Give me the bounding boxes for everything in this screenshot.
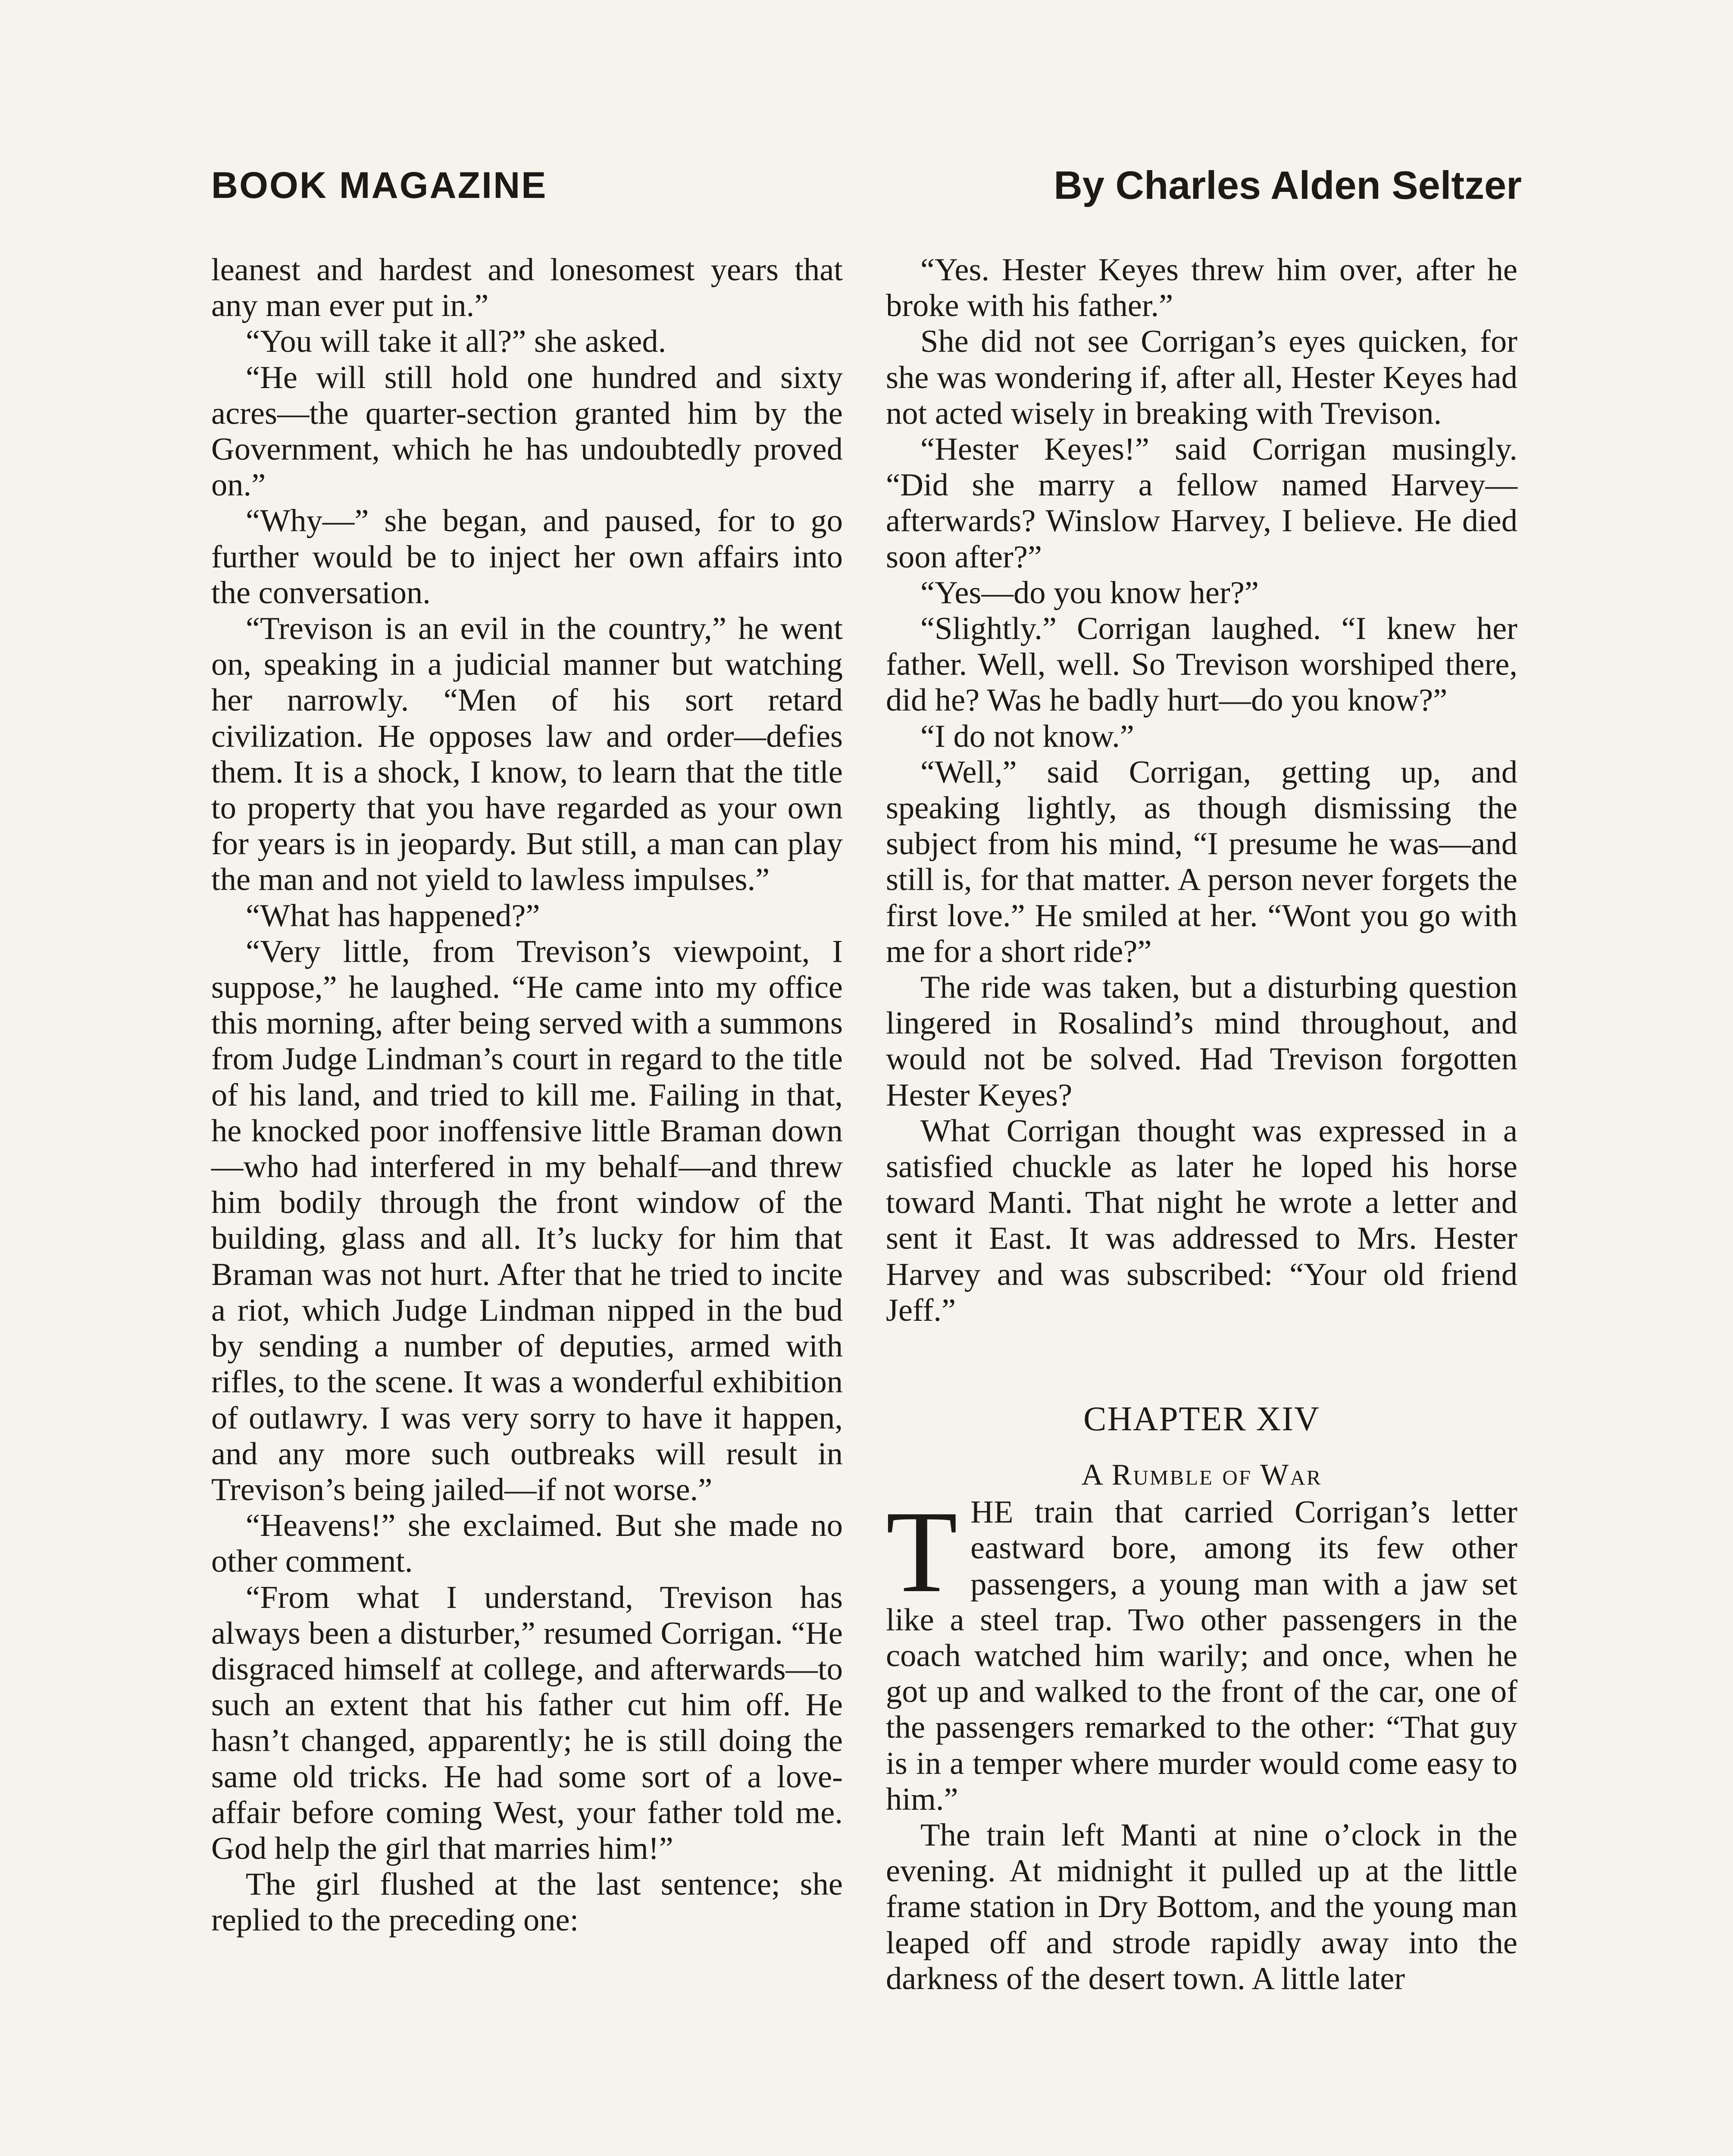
paragraph: “Well,” said Corrigan, getting up, and speaking lightly, as though dismissing the subject from his mind, “I presume he was—and still is, for that matter. A person never forgets the first love.” He smiled at her. “Wont you go with me for a short ride?” xyxy=(886,754,1517,969)
paragraph: She did not see Corrigan’s eyes quicken, for she was wondering if, after all, Hester Keyes had not acted wisely in breaking with Trevison. xyxy=(886,324,1517,431)
paragraph: What Corrigan thought was expressed in a satisfied chuckle as later he loped his horse toward Manti. That night he wrote a letter and sent it East. It was addressed to Mrs. Hester Harvey and was subscribed: “Your old friend Jeff.” xyxy=(886,1113,1517,1328)
paragraph: “Yes—do you know her?” xyxy=(920,575,1259,611)
chapter-opening-paragraph xyxy=(886,1487,1517,1818)
left-text-column xyxy=(211,252,843,1939)
paragraph: “What has happened?” xyxy=(246,898,540,934)
chapter-opening-text: HE train that carried Corrigan’s letter eastward bore, among its few other passengers, a young man with a jaw set like a steel trap. Two other passengers in the coach watched him warily; and once, when he got up and walked to the front of the car, one of the passengers remarked to the other: “That guy is in a temper where murder would come easy to him.” xyxy=(886,1495,1517,1817)
page-header xyxy=(211,160,1522,211)
paragraph: “I do not know.” xyxy=(920,718,1134,754)
paragraph: The girl flushed at the last sentence; she replied to the preceding one: xyxy=(211,1867,843,1938)
paragraph: “You will take it all?” she asked. xyxy=(246,324,666,360)
paragraph: “Why—” she began, and paused, for to go further would be to inject her own affairs into the conversation. xyxy=(211,503,843,611)
drop-cap-letter: T xyxy=(886,1487,958,1617)
paragraph: “He will still hold one hundred and sixty acres—the quarter-section granted him by the Government, which he has undoubtedly proved on.” xyxy=(211,360,843,503)
paragraph: The ride was taken, but a disturbing question lingered in Rosalind’s mind throughout, and would not be solved. Had Trevison forgotten Hester Keyes? xyxy=(886,970,1517,1113)
paragraph: “Heavens!” she exclaimed. But she made no other comment. xyxy=(211,1508,843,1579)
author-byline: By Charles Alden Seltzer xyxy=(1054,163,1522,207)
paragraph: The train left Manti at nine o’clock in the evening. At midnight it pulled up at the little frame station in Dry Bottom, and the young man leaped off and strode rapidly away into the darkness of the desert town. A little later xyxy=(886,1817,1517,1996)
paragraph: “Slightly.” Corrigan laughed. “I knew her father. Well, well. So Trevison worshiped there, did he? Was he badly hurt—do you know?” xyxy=(886,611,1517,718)
paragraph: “Very little, from Trevison’s viewpoint, I suppose,” he laughed. “He came into my office this morning, after being served with a summons from Judge Lindman’s court in regard to the title of his land, and tried to kill me. Failing in that, he knocked poor inoffensive little Braman down—who had interfered in my behalf—and threw him bodily through the front window of the building, glass and all. It’s lucky for him that Braman was not hurt. After that he tried to incite a riot, which Judge Lindman nipped in the bud by sending a number of deputies, armed with rifles, to the scene. It was a wonderful exhibition of outlawry. I was very sorry to have it happen, and any more such outbreaks will result in Trevison’s being jailed—if not worse.” xyxy=(211,934,843,1507)
paragraph: “Yes. Hester Keyes threw him over, after he broke with his father.” xyxy=(886,252,1517,324)
paragraph: “Hester Keyes!” said Corrigan musingly. “Did she marry a fellow named Harvey—afterwards? Winslow Harvey, I believe. He died soon after?” xyxy=(886,432,1517,575)
paragraph: “Trevison is an evil in the country,” he went on, speaking in a judicial manner but watching her narrowly. “Men of his sort retard civilization. He opposes law and order—defies them. It is a shock, I know, to learn that the title to property that you have regarded as your own for years is in jeopardy. But still, a man can play the man and not yield to lawless impulses.” xyxy=(211,611,843,898)
paragraph: “From what I understand, Trevison has always been a disturber,” resumed Corrigan. “He disgraced himself at college, and afterwards—to such an extent that his father cut him off. He hasn’t changed, apparently; he is still doing the same old tricks. He had some sort of a love-affair before coming West, your father told me. God help the girl that marries him!” xyxy=(211,1579,843,1866)
right-text-column xyxy=(886,252,1517,1997)
chapter-heading: CHAPTER XIV xyxy=(1083,1400,1320,1438)
chapter-subtitle: A Rumble of War xyxy=(1081,1458,1322,1492)
chapter-paragraphs xyxy=(886,1818,1517,1997)
magazine-title: BOOK MAGAZINE xyxy=(211,164,547,206)
paragraph: leanest and hardest and lonesomest years that any man ever put in.” xyxy=(211,252,843,324)
right-column-paragraphs xyxy=(886,252,1517,1329)
